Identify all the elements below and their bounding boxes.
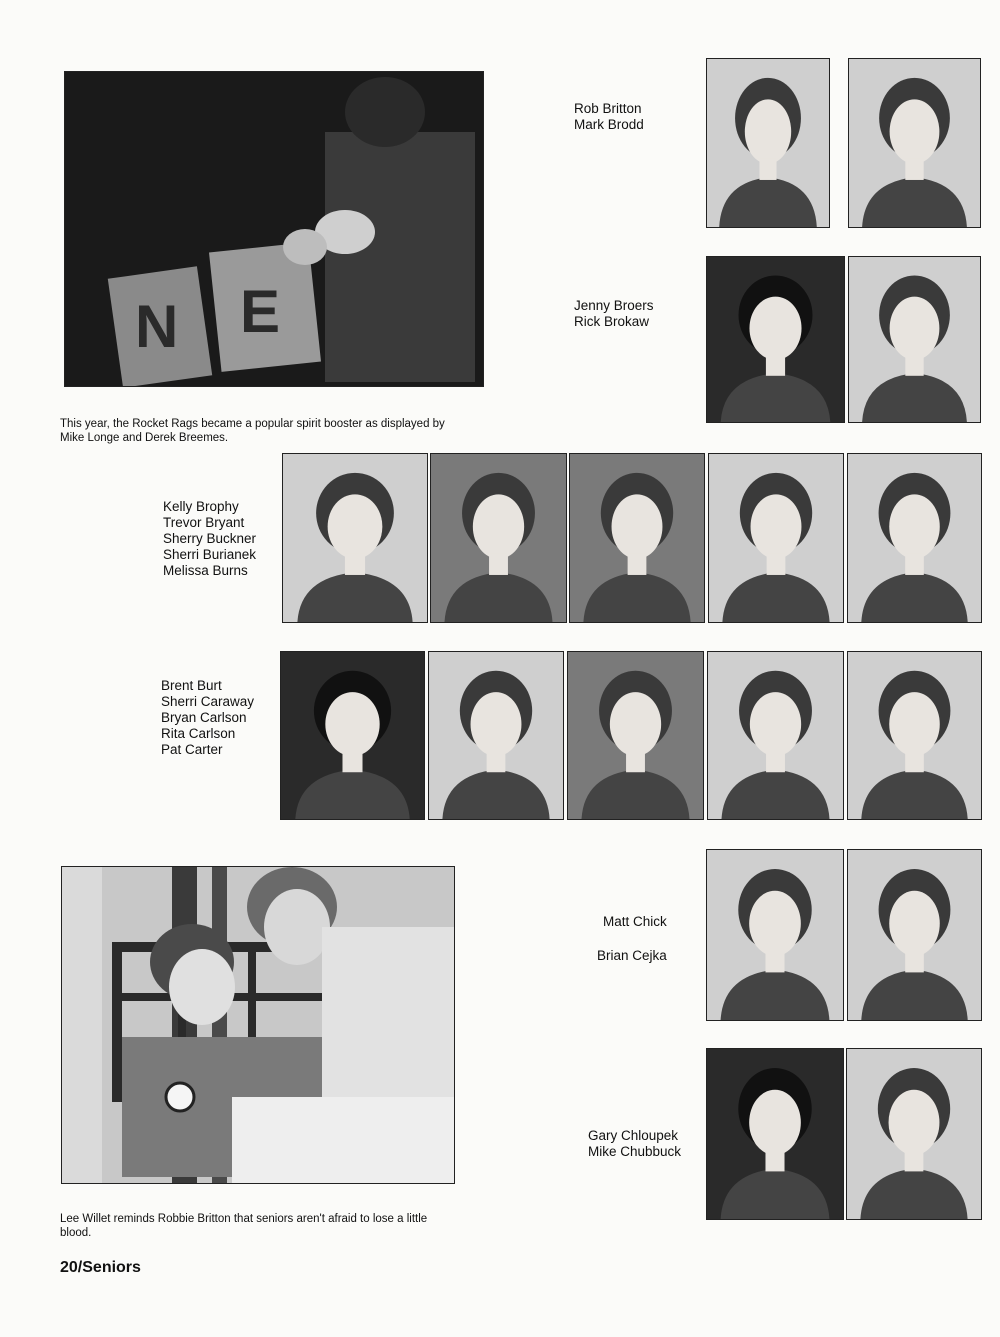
- name-list-group-4: [161, 678, 254, 758]
- name-list-group-3: [163, 499, 256, 579]
- student-name: Melissa Burns: [163, 563, 248, 578]
- student-name: Mark Brodd: [574, 117, 644, 132]
- candid-photo-blood-drive: [61, 866, 455, 1184]
- student-name: Sherri Burianek: [163, 547, 257, 562]
- portrait-photo: [848, 58, 981, 228]
- student-name: Gary Chloupek: [588, 1128, 679, 1143]
- student-name: Pat Carter: [161, 742, 223, 757]
- student-name: Matt Chick: [603, 914, 667, 929]
- top-photo-caption: This year, the Rocket Rags became a popular spirit booster as displayed by Mike Longe and Derek Breemes.: [60, 418, 445, 444]
- candid-photo-rocket-rags: [64, 71, 484, 387]
- portrait-photo: [707, 651, 844, 820]
- student-name: Sherry Buckner: [163, 531, 257, 546]
- name-list-group-5: [597, 905, 667, 973]
- portrait-photo: [706, 849, 844, 1021]
- student-name: Sherri Caraway: [161, 694, 255, 709]
- portrait-photo: [847, 849, 982, 1021]
- portrait-photo: [569, 453, 705, 623]
- portrait-photo: [430, 453, 567, 623]
- portrait-photo: [706, 256, 845, 423]
- student-name: Rob Britton: [574, 101, 642, 116]
- portrait-photo: [280, 651, 425, 820]
- portrait-photo: [428, 651, 564, 820]
- student-name: Mike Chubbuck: [588, 1144, 682, 1159]
- student-name: Jenny Broers: [574, 298, 654, 313]
- student-name: Bryan Carlson: [161, 710, 247, 725]
- name-list-group-2: [574, 298, 654, 330]
- student-name: Rita Carlson: [161, 726, 236, 741]
- student-name: Kelly Brophy: [163, 499, 239, 514]
- student-name: Trevor Bryant: [163, 515, 245, 530]
- portrait-photo: [847, 651, 982, 820]
- page-folio: 20/Seniors: [60, 1259, 141, 1276]
- portrait-photo: [706, 1048, 844, 1220]
- student-name: Brent Burt: [161, 678, 222, 693]
- svg-text:N: N: [135, 293, 179, 360]
- name-list-group-1: [574, 101, 644, 133]
- svg-text:E: E: [240, 278, 281, 345]
- portrait-photo: [567, 651, 704, 820]
- student-name: Brian Cejka: [597, 948, 667, 963]
- portrait-photo: [847, 453, 982, 623]
- portrait-photo: [282, 453, 428, 623]
- portrait-photo: [846, 1048, 982, 1220]
- bottom-photo-caption: Lee Willet reminds Robbie Britton that seniors aren't afraid to lose a little blood.: [60, 1213, 428, 1239]
- portrait-photo: [706, 58, 830, 228]
- portrait-photo: [708, 453, 844, 623]
- student-name: Rick Brokaw: [574, 314, 650, 329]
- name-list-group-6: [588, 1128, 681, 1160]
- portrait-photo: [848, 256, 981, 423]
